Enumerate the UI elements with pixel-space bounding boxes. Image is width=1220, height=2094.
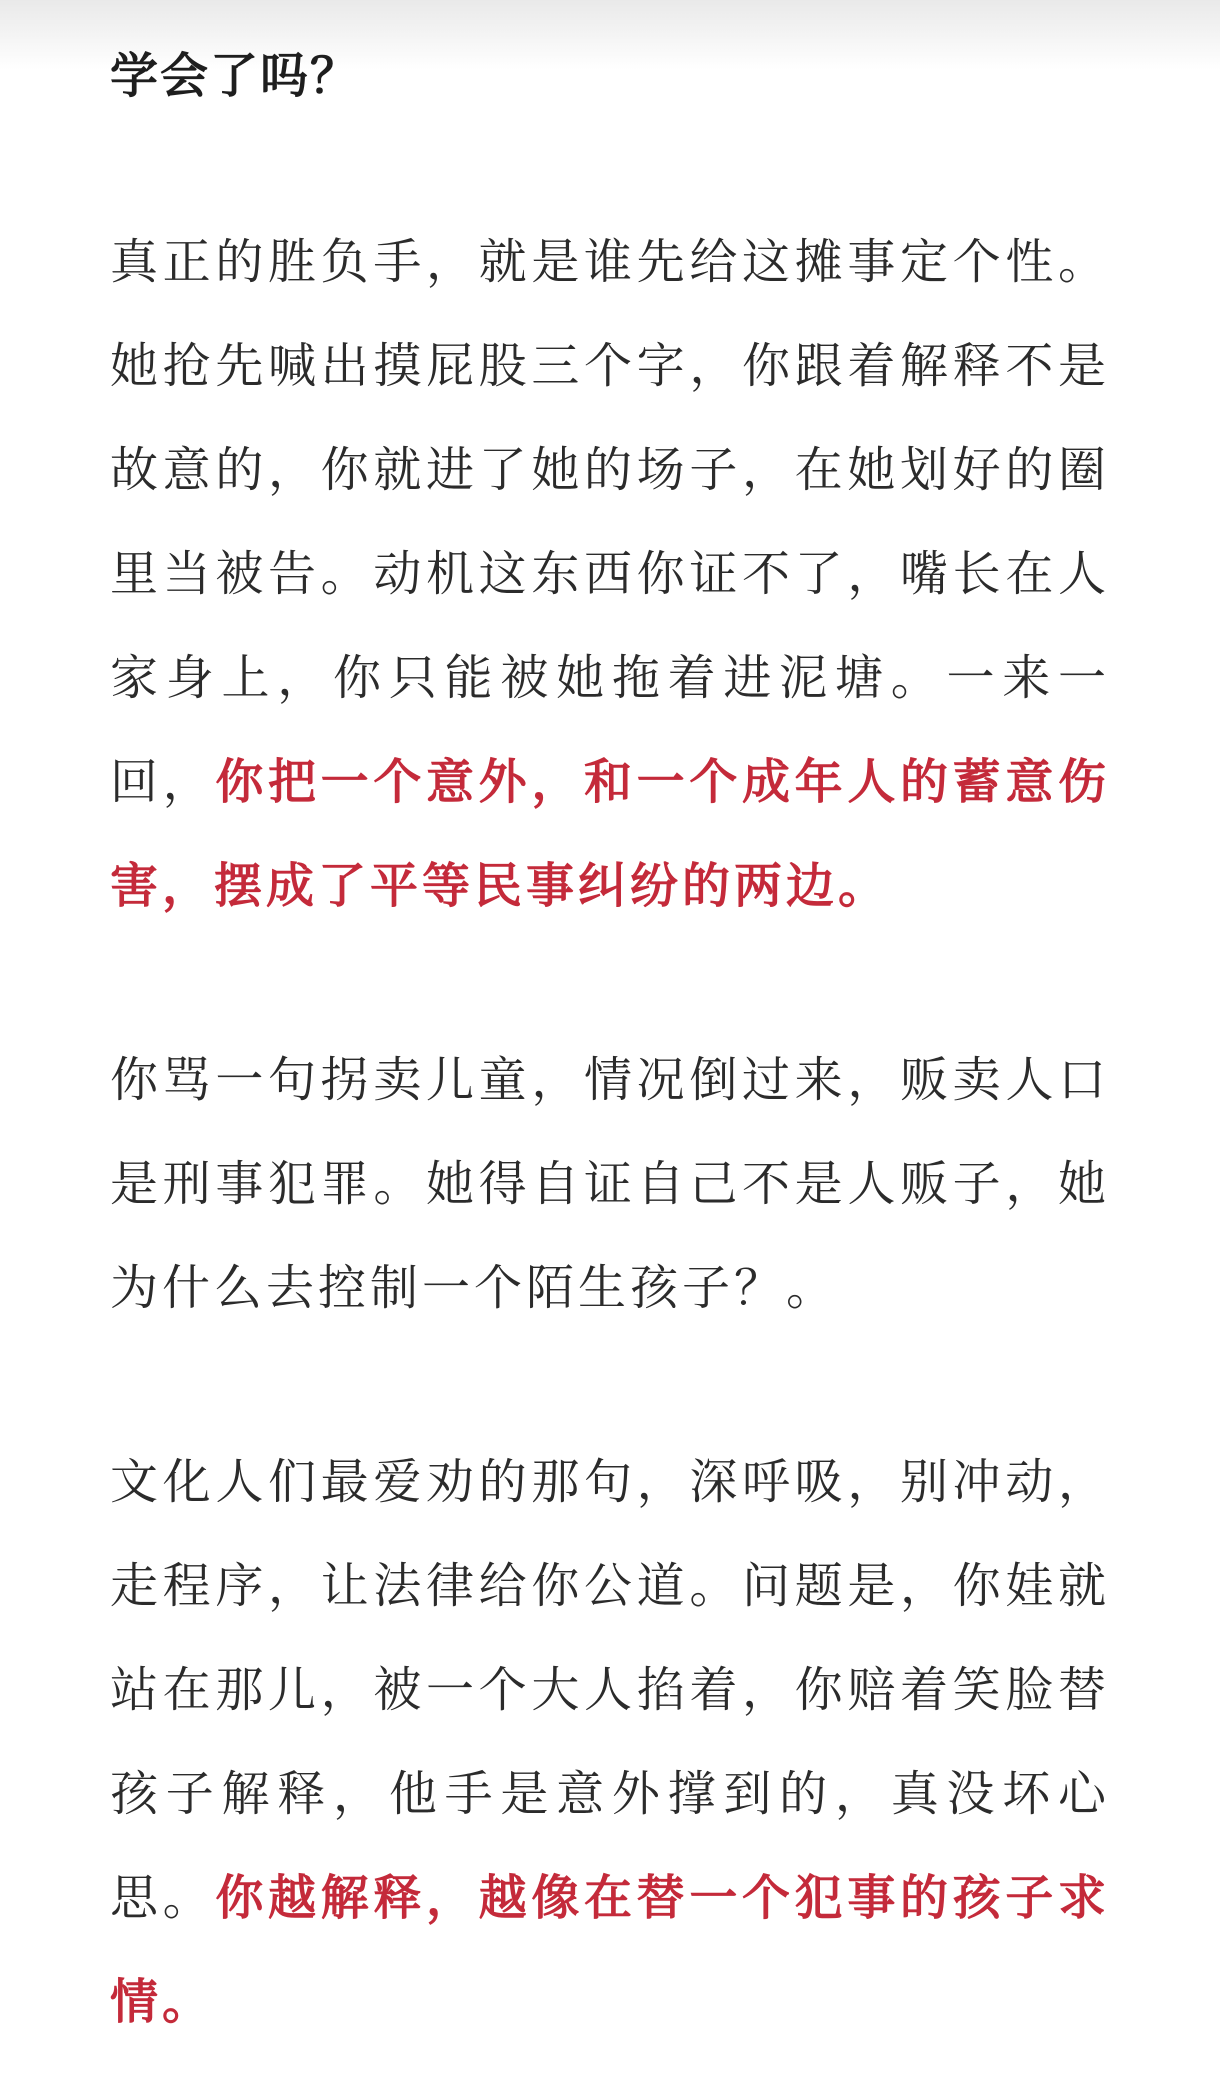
paragraph: [110, 1028, 1110, 1340]
paragraph: [110, 1430, 1110, 2054]
highlighted-text: 你越解释，越像在替一个犯事的孩子求情。: [110, 1870, 1110, 2030]
paragraph-text: 你骂一句拐卖儿童，情况倒过来，贩卖人口是刑事犯罪。她得自证自己不是人贩子，她为什么去控制一个陌生孩子？。: [110, 1052, 1110, 1316]
highlighted-text: 你把一个意外，和一个成年人的蓄意伤害，摆成了平等民事纠纷的两边。: [110, 754, 1110, 914]
article-heading: 学会了吗？: [110, 48, 361, 104]
paragraph: [110, 210, 1110, 938]
paragraph-text: 真正的胜负手，就是谁先给这摊事定个性。她抢先喊出摸屁股三个字，你跟着解释不是故意的，你就进了她的场子，在她划好的圈里当被告。动机这东西你证不了，嘴长在人家身上，你只能被她拖着进泥塘。一来一回，: [110, 234, 1110, 810]
article-body: [110, 44, 1110, 2054]
paragraph-text: 文化人们最爱劝的那句，深呼吸，别冲动，走程序，让法律给你公道。问题是，你娃就站在那儿，被一个大人掐着，你赔着笑脸替孩子解释，他手是意外撑到的，真没坏心思。: [110, 1454, 1110, 1926]
